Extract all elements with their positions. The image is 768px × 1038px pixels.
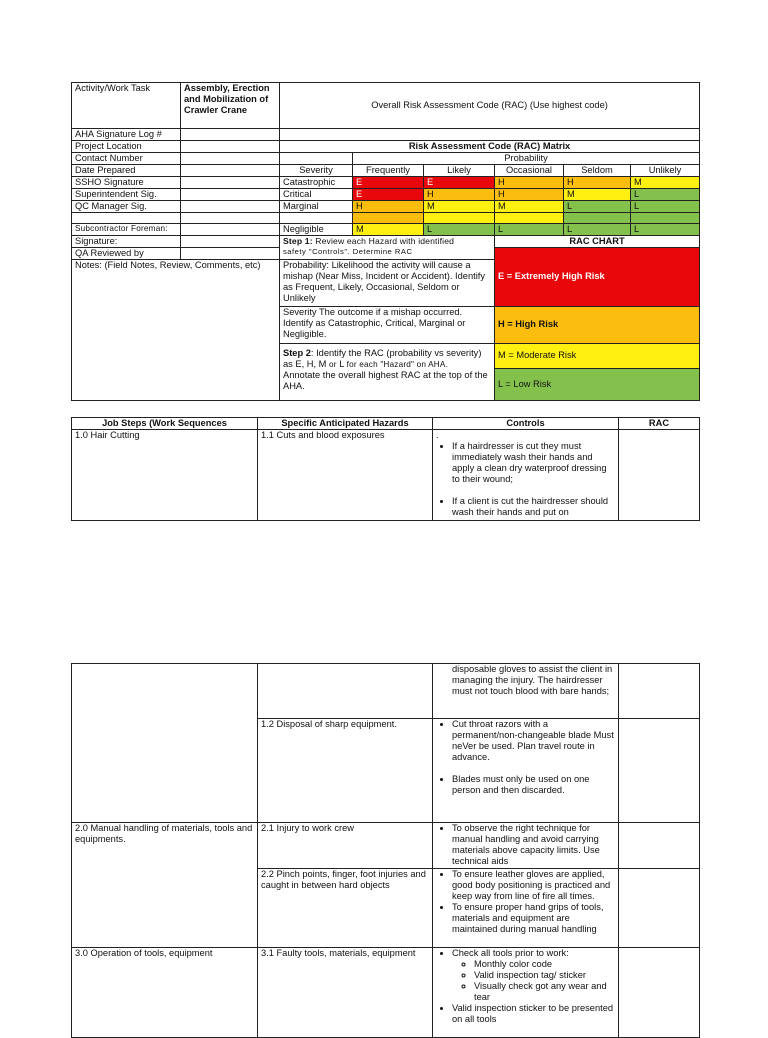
job-steps-table-page1 <box>71 417 700 521</box>
rac-matrix-title: Risk Assessment Code (RAC) Matrix <box>280 140 700 152</box>
list-item: • To ensure proper hand grips of tools, materials and equipment are maintained during manual handling <box>452 902 615 935</box>
rac-cell: H <box>353 200 424 212</box>
field-contact-number: Contact Number <box>72 152 181 164</box>
controls-1-1: . • If a hairdresser is cut they must immediately wash their hands and apply a clean dry waterproof dressing to their wound; • If a client is cut the hairdresser should wash their hands and put on <box>433 430 619 521</box>
field-superintendent-sig: Superintendent Sig. <box>72 188 181 200</box>
list-item: • To ensure leather gloves are applied, good body positioning is practiced and keep way from line of fire all times. <box>452 869 615 902</box>
field-blank <box>72 212 181 223</box>
rac-value-2-2[interactable] <box>619 869 700 948</box>
hazard-2-2: 2.2 Pinch points, finger, foot injuries and caught in between hard objects <box>258 869 433 948</box>
col-frequently: Frequently <box>353 164 424 176</box>
field-subcontractor-foreman: Subcontractor Foreman: <box>72 223 181 235</box>
rac-value-2-1[interactable] <box>619 823 700 869</box>
field-notes: Notes: (Field Notes, Review, Comments, etc) <box>72 259 280 400</box>
rac-value-3-1[interactable] <box>619 948 700 1038</box>
field-ssho-signature-value[interactable] <box>181 176 280 188</box>
overall-rac-label: Overall Risk Assessment Code (RAC) (Use highest code) <box>280 83 700 129</box>
field-signature-value[interactable] <box>181 235 280 247</box>
rac-cell: E <box>353 188 424 200</box>
rac-cell <box>631 212 700 223</box>
controls-1-2 <box>433 719 619 823</box>
hazard-2-1: 2.1 Injury to work crew <box>258 823 433 869</box>
field-date-prepared-value[interactable] <box>181 164 280 176</box>
step2-instruction: Step 2: Identify the RAC (probability vs severity) as E, H, M or L for each "Hazard" on AHA. Annotate the overall highest RAC at the top of the AHA. <box>280 343 495 400</box>
rac-cell: L <box>564 223 631 235</box>
col-likely: Likely <box>424 164 495 176</box>
rac-cell <box>353 212 424 223</box>
rac-cell: M <box>495 200 564 212</box>
severity-label: Severity <box>280 164 353 176</box>
field-signature-log: AHA Signature Log # <box>72 129 181 141</box>
list-item: ◦ Monthly color code <box>474 959 615 970</box>
rac-cell: E <box>353 176 424 188</box>
probability-label: Probability <box>353 152 700 164</box>
col-occasional: Occasional <box>495 164 564 176</box>
header-job-steps: Job Steps (Work Sequences <box>72 418 258 430</box>
rac-cell <box>564 212 631 223</box>
rac-cell: L <box>564 200 631 212</box>
rac-cell: L <box>631 188 700 200</box>
list-item: ◦ Valid inspection tag/ sticker <box>474 970 615 981</box>
controls-2-2 <box>433 869 619 948</box>
header-hazards: Specific Anticipated Hazards <box>258 418 433 430</box>
job-step-1: 1.0 Hair Cutting <box>72 430 258 521</box>
rac-cell: M <box>631 176 700 188</box>
controls-3-1 <box>433 948 619 1038</box>
step1-instruction: Step 1: Review each Hazard with identified safety "Controls". Determine RAC <box>280 235 495 259</box>
rac-chart-m: M = Moderate Risk <box>495 343 700 368</box>
rac-value-1-1[interactable] <box>619 430 700 521</box>
list-item: ◦ Visually check got any wear and tear <box>474 981 615 1003</box>
hazard-1-1: 1.1 Cuts and blood exposures <box>258 430 433 521</box>
rac-value-1-2[interactable] <box>619 719 700 823</box>
severity-marginal: Marginal <box>280 200 353 212</box>
list-item: • If a hairdresser is cut they must immediately wash their hands and apply a clean dry waterproof dressing to their wound; <box>452 441 615 485</box>
field-date-prepared: Date Prepared <box>72 164 181 176</box>
col-unlikely: Unlikely <box>631 164 700 176</box>
rac-cell: L <box>631 200 700 212</box>
list-item: • Blades must only be used on one person and then discarded. <box>452 774 615 796</box>
rac-cell <box>495 212 564 223</box>
col-seldom: Seldom <box>564 164 631 176</box>
rac-cell <box>424 212 495 223</box>
rac-cell: M <box>564 188 631 200</box>
rac-cell: M <box>353 223 424 235</box>
list-item: • If a client is cut the hairdresser should wash their hands and put on <box>452 496 615 518</box>
rac-cell: L <box>495 223 564 235</box>
rac-cell: H <box>495 176 564 188</box>
job-steps-table-page2 <box>71 663 700 1038</box>
list-item: • Valid inspection sticker to be presented on all tools <box>452 1003 615 1025</box>
job-step-3: 3.0 Operation of tools, equipment <box>72 948 258 1038</box>
rac-cell: H <box>424 188 495 200</box>
severity-catastrophic: Catastrophic <box>280 176 353 188</box>
field-qa-reviewed-value[interactable] <box>181 247 280 259</box>
list-item: • Cut throat razors with a permanent/non-changeable blade Must neVer be used. Plan travel route in advance. <box>452 719 615 763</box>
severity-critical: Critical <box>280 188 353 200</box>
rac-chart-e: E = Extremely High Risk <box>495 247 700 306</box>
controls-1-1-continued: disposable gloves to assist the client in managing the injury. The hairdresser must not touch blood with bare hands; <box>433 664 619 719</box>
rac-cell: H <box>495 188 564 200</box>
activity-label: Activity/Work Task <box>72 83 181 129</box>
field-superintendent-sig-value[interactable] <box>181 188 280 200</box>
rac-cell: L <box>631 223 700 235</box>
field-contact-number-value[interactable] <box>181 152 280 164</box>
controls-2-1 <box>433 823 619 869</box>
list-item: • To observe the right technique for manual handling and avoid carrying materials above capacity limits. Use technical aids <box>452 823 615 867</box>
rac-chart-title: RAC CHART <box>495 235 700 247</box>
activity-value: Assembly, Erection and Mobilization of Crawler Crane <box>181 83 280 129</box>
probability-instruction: Probability: Likelihood the activity will cause a mishap (Near Miss, Incident or Accident). Identify as Frequent, Likely, Occasional, Seldom or Unlikely <box>280 259 495 306</box>
rac-cell: L <box>424 223 495 235</box>
hazard-3-1: 3.1 Faulty tools, materials, equipment <box>258 948 433 1038</box>
hazard-1-2: 1.2 Disposal of sharp equipment. <box>258 719 433 823</box>
severity-instruction: Severity The outcome if a mishap occurred. Identify as Catastrophic, Critical, Marginal or Negligible. <box>280 306 495 343</box>
field-qa-reviewed: QA Reviewed by <box>72 247 181 259</box>
aha-header-table <box>71 82 700 401</box>
rac-cell: M <box>424 200 495 212</box>
field-signature-log-value[interactable] <box>181 129 280 141</box>
field-ssho-signature: SSHO Signature <box>72 176 181 188</box>
rac-cell: H <box>564 176 631 188</box>
list-item: • Check all tools prior to work: ◦ Monthly color code ◦ Valid inspection tag/ sticker ◦ Visually check got any wear and tear <box>452 948 615 1003</box>
field-qc-manager-sig-value[interactable] <box>181 200 280 212</box>
field-project-location: Project Location <box>72 140 181 152</box>
field-project-location-value[interactable] <box>181 140 280 152</box>
rac-chart-l: L = Low Risk <box>495 368 700 400</box>
field-signature: Signature: <box>72 235 181 247</box>
rac-chart-h: H = High Risk <box>495 306 700 343</box>
header-controls: Controls <box>433 418 619 430</box>
header-rac: RAC <box>619 418 700 430</box>
rac-cell: E <box>424 176 495 188</box>
field-qc-manager-sig: QC Manager Sig. <box>72 200 181 212</box>
field-subcontractor-foreman-value[interactable] <box>181 223 280 235</box>
severity-negligible: Negligible <box>280 223 353 235</box>
job-step-2: 2.0 Manual handling of materials, tools and equipments. <box>72 823 258 948</box>
